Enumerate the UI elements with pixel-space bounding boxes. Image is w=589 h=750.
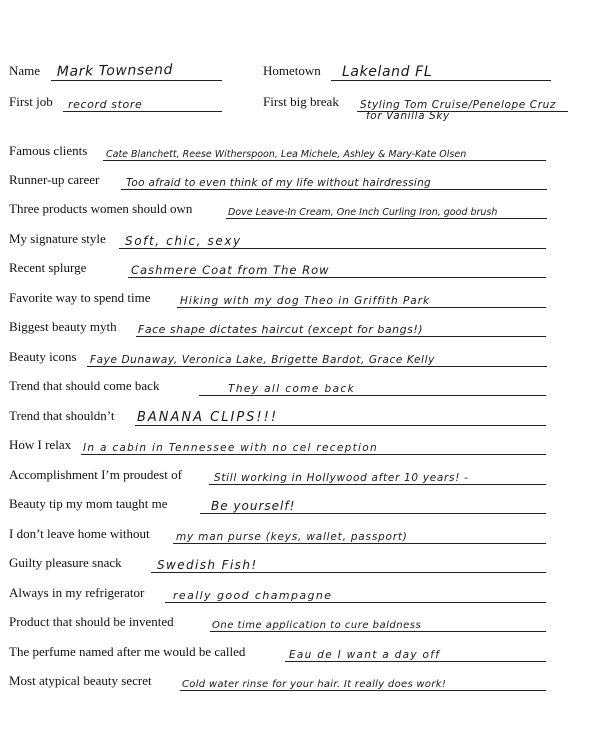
line-beauty-tip-mom <box>200 513 546 514</box>
field-beauty-icons <box>0 343 589 367</box>
field-biggest-myth <box>0 313 589 337</box>
label-product-invented: Product that should be invented <box>9 614 174 629</box>
label-how-relax: How I relax <box>9 437 72 452</box>
field-trend-come-back <box>0 372 589 396</box>
line-refrigerator <box>165 602 546 603</box>
answer-first-big-break-2: for Vanilla Sky <box>366 110 450 122</box>
field-atypical-secret <box>0 667 589 691</box>
answer-first-big-break-1: Styling Tom Cruise/Penelope Cruz <box>360 99 557 111</box>
label-recent-splurge: Recent splurge <box>9 260 87 275</box>
line-beauty-icons <box>87 366 547 367</box>
field-hometown <box>0 57 589 81</box>
field-how-relax <box>0 431 589 455</box>
field-refrigerator <box>0 579 589 603</box>
line-favorite-way <box>177 307 546 308</box>
label-dont-leave-home: I don’t leave home without <box>9 526 150 541</box>
field-dont-leave-home <box>0 520 589 544</box>
line-three-products <box>226 218 547 219</box>
label-beauty-tip-mom: Beauty tip my mom taught me <box>9 496 168 511</box>
answer-first-job: record store <box>68 98 143 111</box>
field-guilty-pleasure <box>0 549 589 573</box>
line-product-invented <box>210 631 546 632</box>
field-trend-shouldnt <box>0 402 589 426</box>
line-runner-up-career <box>121 189 547 190</box>
label-first-big-break: First big break <box>263 94 339 109</box>
field-three-products <box>0 195 589 219</box>
line-famous-clients <box>103 160 546 161</box>
line-perfume <box>285 661 546 662</box>
label-name: Name <box>9 63 41 78</box>
label-first-job: First job <box>9 94 53 109</box>
line-signature-style <box>119 248 546 249</box>
answer-trend-shouldnt: BANANA CLIPS!!! <box>137 410 279 425</box>
line-trend-shouldnt <box>135 425 546 426</box>
label-atypical-secret: Most atypical beauty secret <box>9 673 152 688</box>
field-first-big-break <box>0 88 589 112</box>
label-perfume: The perfume named after me would be called <box>9 644 246 659</box>
answer-biggest-myth: Face shape dictates haircut (except for bangs!) <box>138 323 424 336</box>
label-famous-clients: Famous clients <box>9 143 88 158</box>
label-trend-shouldnt: Trend that shouldn’t <box>9 408 115 423</box>
label-refrigerator: Always in my refrigerator <box>9 585 145 600</box>
field-signature-style <box>0 225 589 249</box>
answer-runner-up-career: Too afraid to even think of my life without hairdressing <box>126 177 431 189</box>
answer-how-relax: In a cabin in Tennessee with no cel reception <box>83 442 378 454</box>
field-favorite-way <box>0 284 589 308</box>
answer-refrigerator: really good champagne <box>173 589 333 602</box>
label-runner-up-career: Runner-up career <box>9 172 100 187</box>
answer-beauty-icons: Faye Dunaway, Veronica Lake, Brigette Bardot, Grace Kelly <box>90 354 435 366</box>
field-perfume <box>0 638 589 662</box>
label-trend-come-back: Trend that should come back <box>9 378 160 393</box>
field-product-invented <box>0 608 589 632</box>
label-biggest-myth: Biggest beauty myth <box>9 319 117 334</box>
answer-accomplishment: Still working in Hollywood after 10 years! - <box>214 472 469 484</box>
field-recent-splurge <box>0 254 589 278</box>
answer-product-invented: One time application to cure baldness <box>212 620 422 631</box>
field-beauty-tip-mom <box>0 490 589 514</box>
line-accomplishment <box>209 484 546 485</box>
line-dont-leave-home <box>173 543 546 544</box>
line-how-relax <box>81 454 546 455</box>
line-guilty-pleasure <box>151 572 546 573</box>
line-hometown <box>331 80 551 81</box>
label-three-products: Three products women should own <box>9 201 193 216</box>
field-famous-clients <box>0 137 589 161</box>
answer-atypical-secret: Cold water rinse for your hair. It really does work! <box>182 679 447 690</box>
line-recent-splurge <box>128 277 546 278</box>
answer-beauty-tip-mom: Be yourself! <box>211 499 296 513</box>
field-runner-up-career <box>0 166 589 190</box>
answer-signature-style: Soft, chic, sexy <box>125 234 242 248</box>
answer-perfume: Eau de I want a day off <box>289 649 441 661</box>
answer-name: Mark Townsend <box>56 61 174 80</box>
answer-guilty-pleasure: Swedish Fish! <box>157 558 258 572</box>
answer-dont-leave-home: my man purse (keys, wallet, passport) <box>176 531 408 543</box>
label-hometown: Hometown <box>263 63 321 78</box>
label-beauty-icons: Beauty icons <box>9 349 77 364</box>
line-atypical-secret <box>180 690 546 691</box>
answer-hometown: Lakeland FL <box>342 64 433 80</box>
answer-favorite-way: Hiking with my dog Theo in Griffith Park <box>180 295 431 307</box>
label-favorite-way: Favorite way to spend time <box>9 290 151 305</box>
answer-recent-splurge: Cashmere Coat from The Row <box>131 263 330 277</box>
answer-famous-clients: Cate Blanchett, Reese Witherspoon, Lea Michele, Ashley & Mary-Kate Olsen <box>106 149 467 160</box>
answer-trend-come-back: They all come back <box>228 383 356 395</box>
label-guilty-pleasure: Guilty pleasure snack <box>9 555 122 570</box>
label-signature-style: My signature style <box>9 231 106 246</box>
line-biggest-myth <box>136 336 546 337</box>
line-trend-come-back <box>199 395 546 396</box>
field-accomplishment <box>0 461 589 485</box>
answer-three-products: Dove Leave-In Cream, One Inch Curling Iron, good brush <box>228 207 498 218</box>
label-accomplishment: Accomplishment I’m proudest of <box>9 467 182 482</box>
